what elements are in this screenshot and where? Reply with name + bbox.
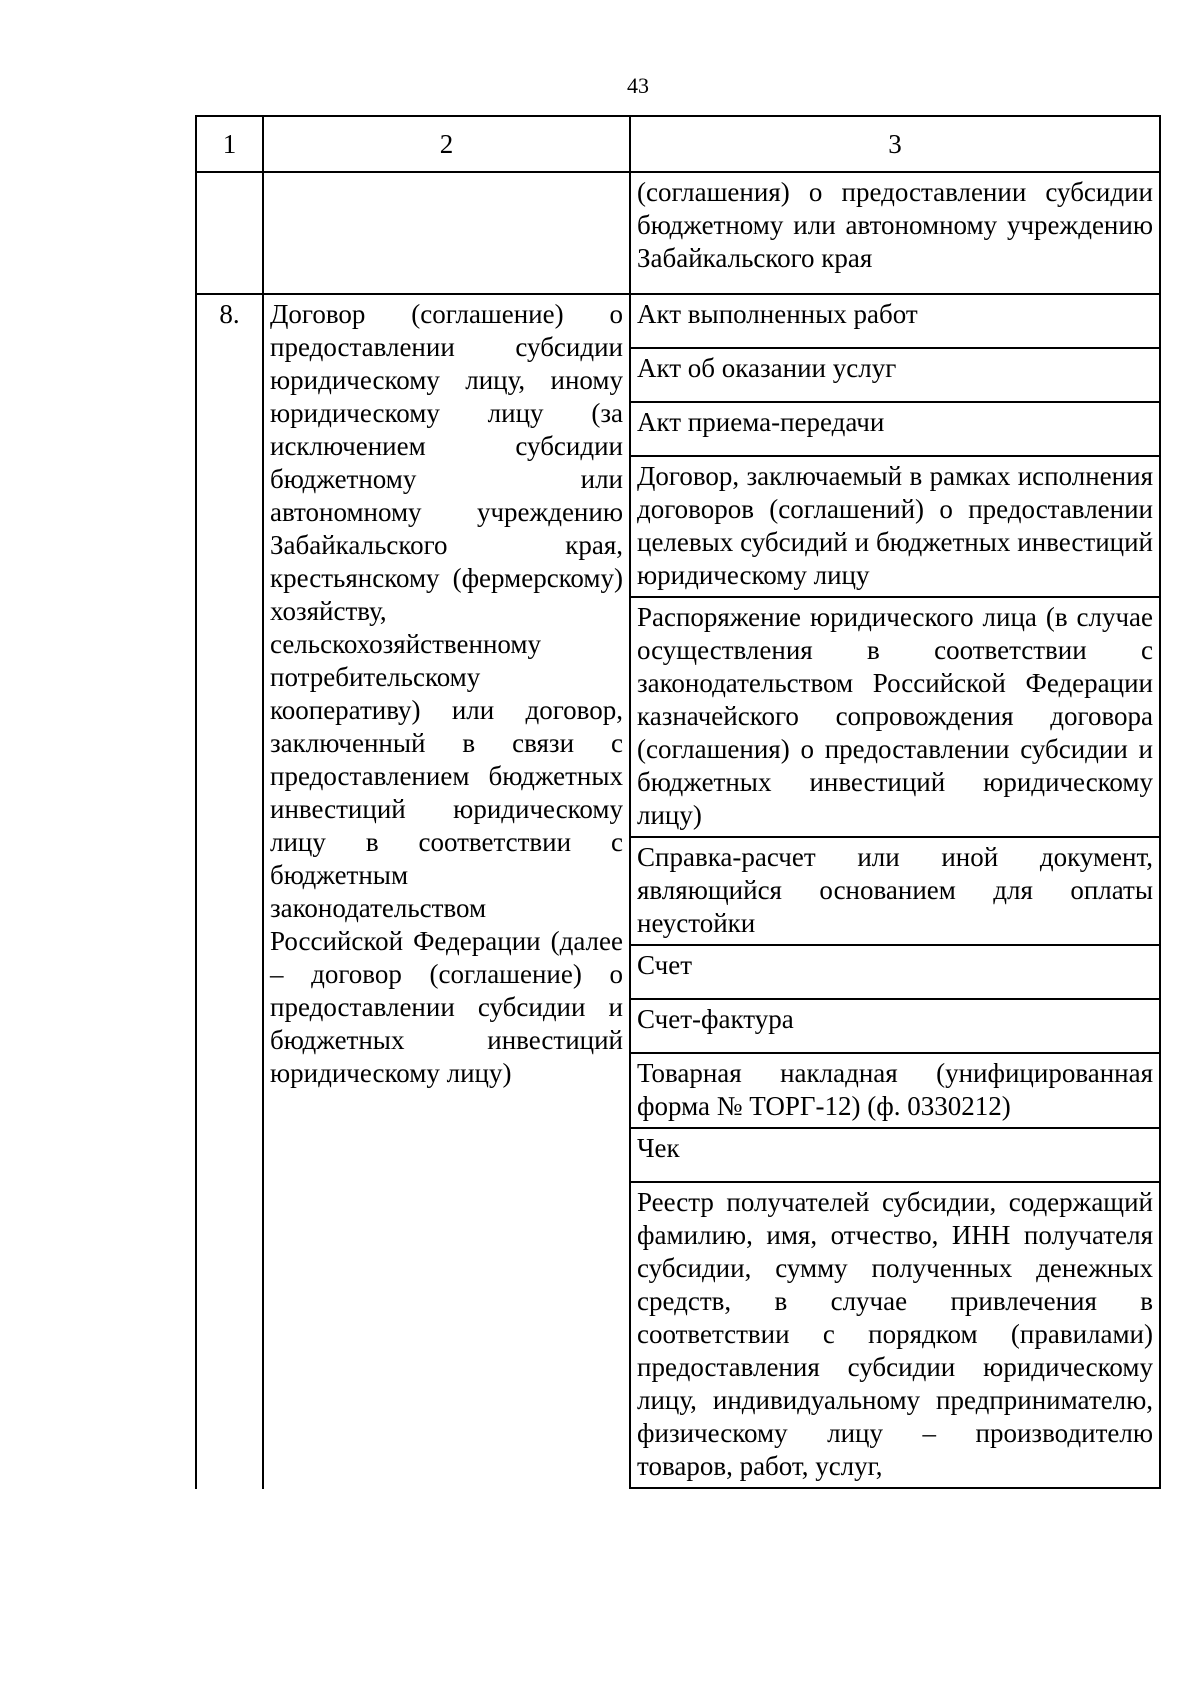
document-item: Чек bbox=[631, 1129, 1159, 1183]
document-item: Акт об оказании услуг bbox=[631, 349, 1159, 403]
table-header-row bbox=[196, 116, 1160, 172]
continuation-col1 bbox=[196, 172, 263, 294]
column-header-2: 2 bbox=[263, 116, 630, 172]
document-item: Счет bbox=[631, 946, 1159, 1000]
document-item: Товарная накладная (унифицированная форма № ТОРГ-12) (ф. 0330212) bbox=[631, 1054, 1159, 1129]
table-row-continuation bbox=[196, 172, 1160, 294]
document-item: Справка-расчет или иной документ, являющийся основанием для оплаты неустойки bbox=[631, 838, 1159, 946]
continuation-col3: (соглашения) о предоставлении субсидии бюджетному или автономному учреждению Забайкальского края bbox=[630, 172, 1160, 294]
document-item: Счет-фактура bbox=[631, 1000, 1159, 1054]
document-list bbox=[630, 294, 1160, 1489]
document-item: Распоряжение юридического лица (в случае осуществления в соответствии с законодательством Российской Федерации казначейского сопровождения договора (соглашения) о предоставлении субсидии и бюджетных инвестиций юридическому лицу) bbox=[631, 598, 1159, 838]
row-description: Договор (соглашение) о предоставлении субсидии юридическому лицу, иному юридическому лицу (за исключением субсидии бюджетному или автономному учреждению Забайкальского края, крестьянскому (фермерскому) хозяйству, сельскохозяйственному потребительскому кооперативу) или договор, заключенный в связи с предоставлением бюджетных инвестиций юридическому лицу в соответствии с бюджетным законодательством Российской Федерации (далее – договор (соглашение) о предоставлении субсидии и бюджетных инвестиций юридическому лицу) bbox=[263, 294, 630, 1489]
column-header-1: 1 bbox=[196, 116, 263, 172]
document-item: Договор, заключаемый в рамках исполнения договоров (соглашений) о предоставлении целевых субсидий и бюджетных инвестиций юридическому лицу bbox=[631, 457, 1159, 598]
table-row-8 bbox=[196, 294, 1160, 1489]
document-item: Реестр получателей субсидии, содержащий фамилию, имя, отчество, ИНН получателя субсидии, сумму полученных денежных средств, в случае привлечения в соответствии с порядком (правилами) предоставления субсидии юридическому лицу, индивидуальному предпринимателю, физическому лицу – производителю товаров, работ, услуг, bbox=[631, 1183, 1159, 1489]
document-item: Акт выполненных работ bbox=[631, 295, 1159, 349]
column-header-3: 3 bbox=[630, 116, 1160, 172]
continuation-col2 bbox=[263, 172, 630, 294]
row-number: 8. bbox=[196, 294, 263, 1489]
document-item: Акт приема-передачи bbox=[631, 403, 1159, 457]
document-table bbox=[195, 115, 1161, 1489]
page-number: 43 bbox=[627, 73, 649, 98]
